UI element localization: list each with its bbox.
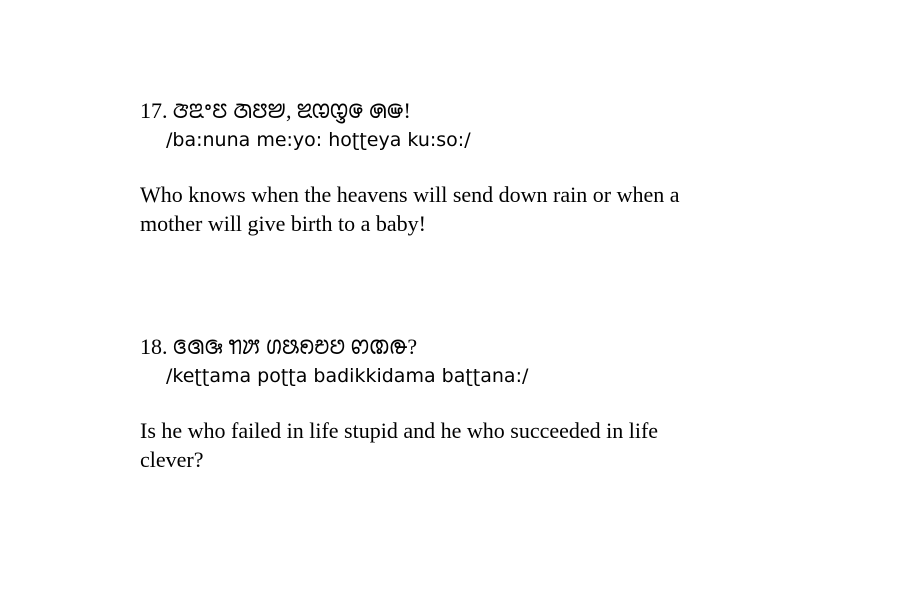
proverb-entry-18: [140, 332, 780, 474]
proverb-transcription: /ba:nuna me:yo: hoʈʈeya ku:so:/: [166, 129, 471, 151]
proverb-number: 18.: [140, 334, 168, 359]
proverb-number: 17.: [140, 98, 168, 123]
proverb-translation: Who knows when the heavens will send down rain or when a mother will give birth to a baby!: [140, 182, 680, 236]
proverb-translation: Is he who failed in life stupid and he who succeeded in life clever?: [140, 418, 659, 472]
proverb-entry-17: [140, 96, 780, 238]
proverb-headline: [140, 96, 780, 126]
proverb-native-text: ꢆꢃꢀꢄ ꢇꢅꢈ, ꢉꢊꢋꢌ ꢍꢎ!: [173, 98, 411, 123]
proverb-headline: [140, 332, 780, 362]
proverb-native-text: ꢏꢐꢑ ꢒꢓ ꢔꢕꢖꢗꢘ ꢙꢚꢛ?: [173, 334, 418, 359]
proverb-transcription: /keʈʈama poʈʈa badikkidama baʈʈana:/: [166, 365, 529, 387]
